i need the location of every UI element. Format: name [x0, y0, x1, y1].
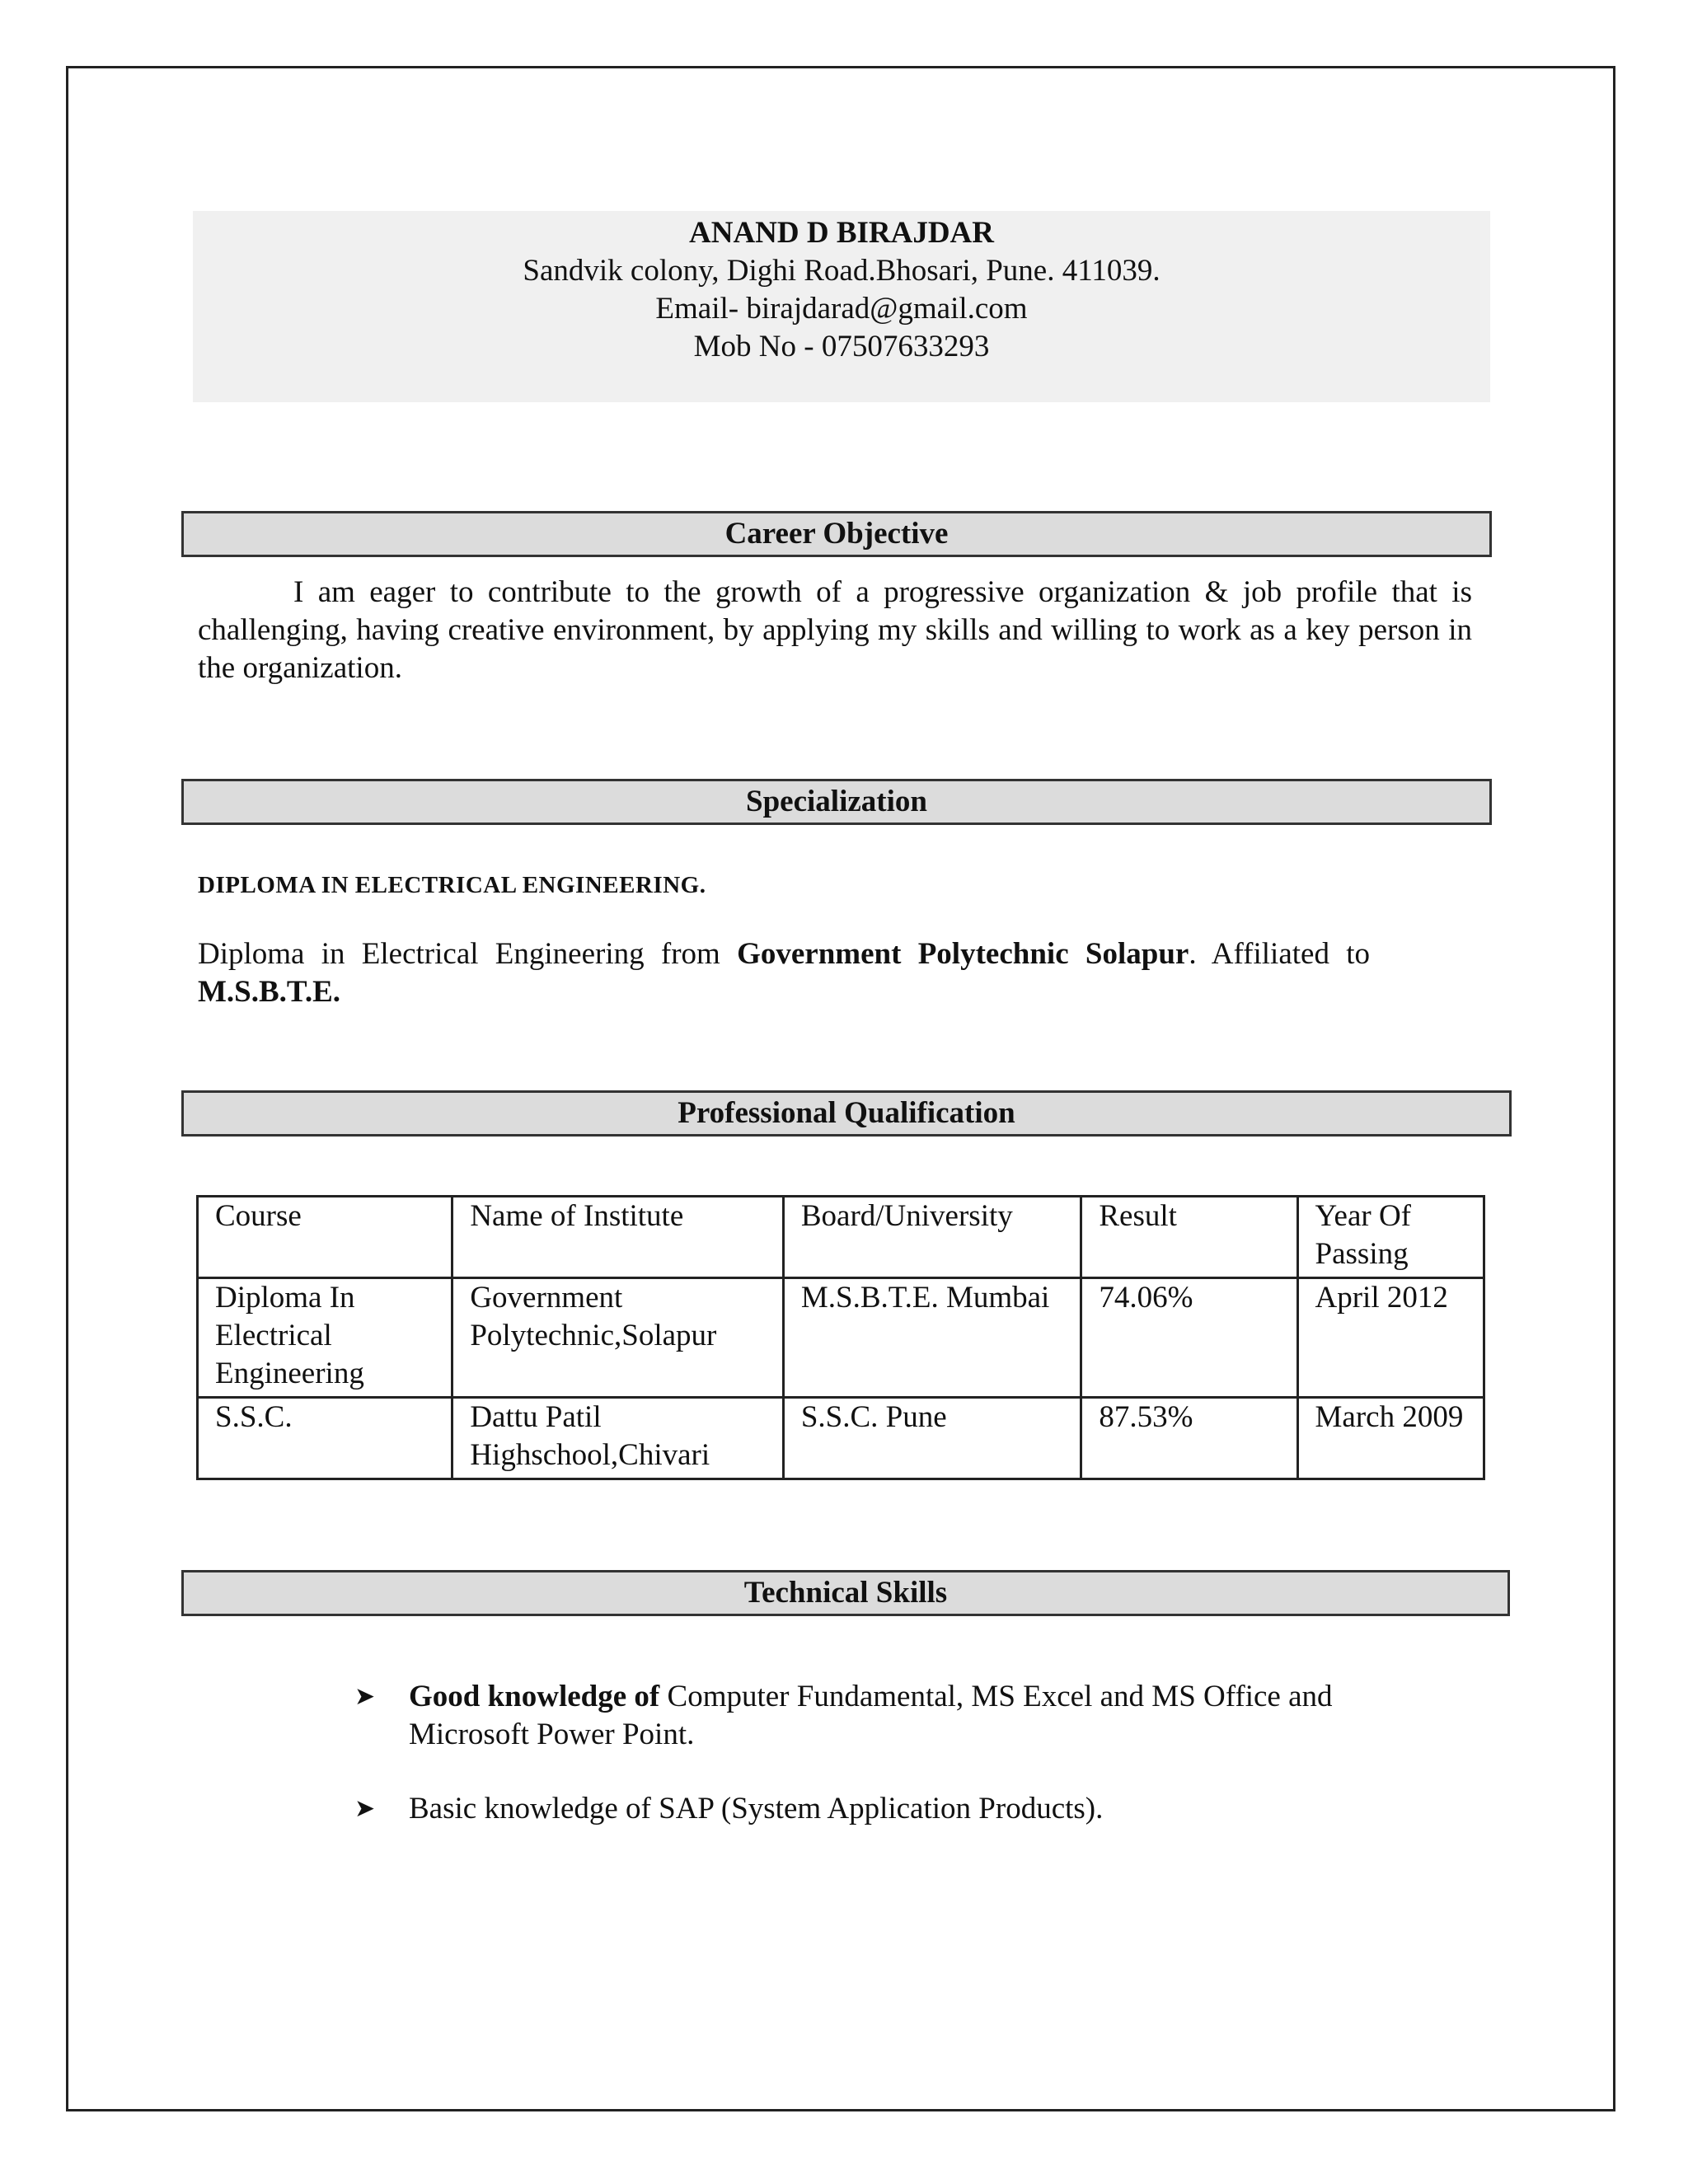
candidate-name: ANAND D BIRAJDAR: [689, 216, 994, 250]
table-cell: April 2012: [1297, 1278, 1484, 1398]
specialization-prefix: Diploma in Electrical Engineering from: [198, 937, 738, 971]
resume-header: [193, 211, 1490, 402]
table-cell: M.S.B.T.E. Mumbai: [783, 1278, 1081, 1398]
table-cell: Dattu Patil Highschool,Chivari: [452, 1398, 784, 1479]
list-item: [354, 1678, 1409, 1754]
arrow-bullet-icon: ➤: [354, 1794, 376, 1823]
mobile-number: Mob No - 07507633293: [693, 330, 990, 363]
specialization-heading: Specialization: [181, 779, 1492, 825]
table-cell: Diploma In Electrical Engineering: [198, 1278, 452, 1398]
header-cell: Result: [1081, 1197, 1297, 1278]
career-objective-text: I am eager to contribute to the growth of a progressive organization & job profile that is challenging, having creative environment, by applying my skills and willing to work as a key person in the organization.: [198, 575, 1472, 685]
arrow-bullet-icon: ➤: [354, 1682, 376, 1711]
header-cell: Board/University: [783, 1197, 1081, 1278]
technical-skills-heading: Technical Skills: [181, 1570, 1510, 1616]
skill-bold-lead: Good knowledge of: [409, 1680, 660, 1713]
email: Email- birajdarad@gmail.com: [655, 292, 1028, 326]
table-cell: Government Polytechnic,Solapur: [452, 1278, 784, 1398]
specialization-text: [198, 935, 1370, 1011]
skill-text: Basic knowledge of SAP (System Application Products).: [409, 1792, 1104, 1825]
qualification-table: [196, 1195, 1485, 1480]
list-item: [354, 1790, 1409, 1828]
header-cell: Course: [198, 1197, 452, 1278]
skill-text: Computer Fundamental, MS Excel and MS Office and Microsoft Power Point.: [409, 1680, 1333, 1751]
qualification-heading: Professional Qualification: [181, 1090, 1512, 1137]
institute-name: Government Polytechnic Solapur: [737, 937, 1189, 971]
specialization-mid: . Affiliated to: [1189, 937, 1370, 971]
table-row: [198, 1278, 1484, 1398]
table-cell: S.S.C. Pune: [783, 1398, 1081, 1479]
table-cell: 87.53%: [1081, 1398, 1297, 1479]
table-cell: 74.06%: [1081, 1278, 1297, 1398]
header-cell: Year Of Passing: [1297, 1197, 1484, 1278]
board-name: M.S.B.T.E.: [198, 975, 341, 1009]
table-cell: S.S.C.: [198, 1398, 452, 1479]
header-cell: Name of Institute: [452, 1197, 784, 1278]
table-row: [198, 1398, 1484, 1479]
skills-list: [354, 1678, 1409, 1864]
table-header-row: [198, 1197, 1484, 1278]
table-cell: March 2009: [1297, 1398, 1484, 1479]
address: Sandvik colony, Dighi Road.Bhosari, Pune. 411039.: [523, 254, 1160, 288]
specialization-subtitle: DIPLOMA IN ELECTRICAL ENGINEERING.: [198, 872, 706, 898]
career-objective-heading: Career Objective: [181, 511, 1492, 557]
